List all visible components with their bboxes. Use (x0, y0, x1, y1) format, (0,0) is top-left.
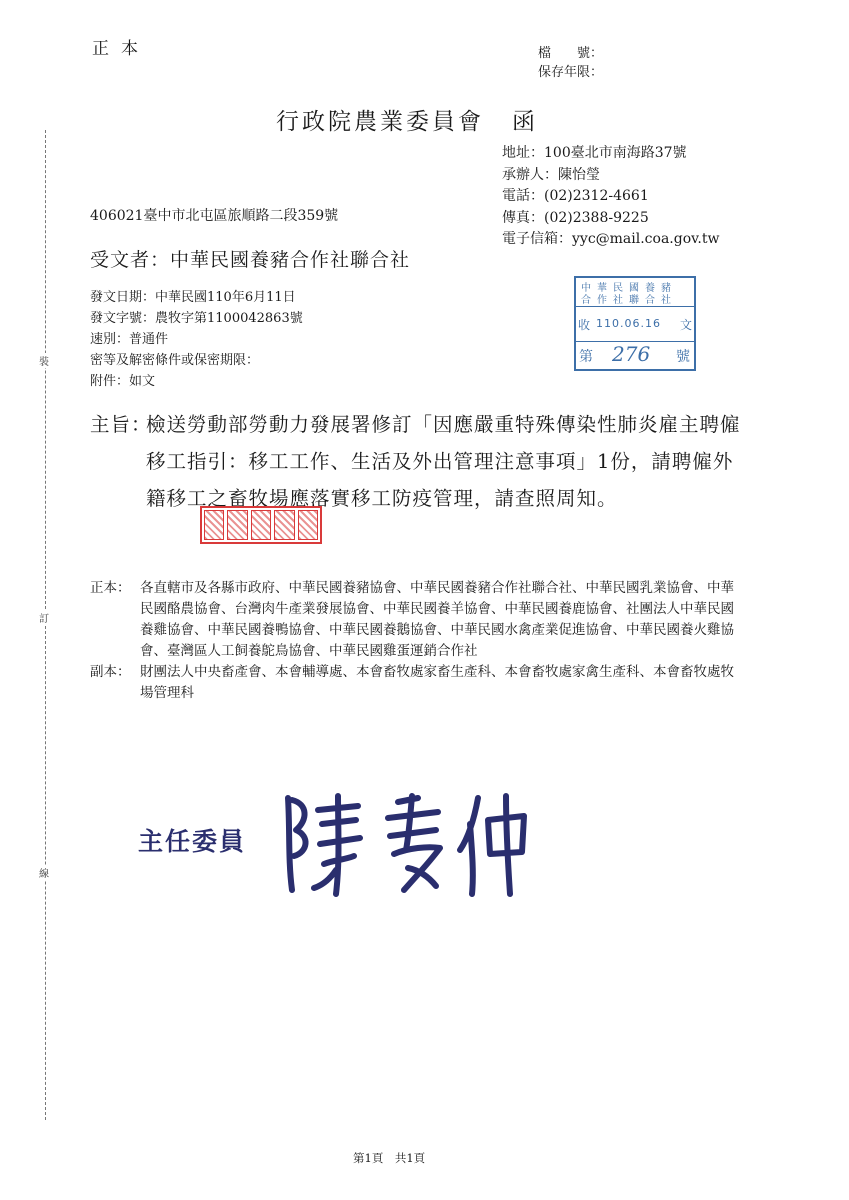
sender-email: 電子信箱：yyc@mail.coa.gov.tw (502, 231, 720, 247)
stamp-received-label: 收 (578, 318, 591, 332)
recipient-address: 406021臺中市北屯區旅順路二段359號 (90, 208, 339, 224)
secrecy-level: 密等及解密條件或保密期限： (90, 353, 260, 368)
page-number: 第1頁 共1頁 (353, 1151, 426, 1165)
cc-list: 財團法人中央畜產會、本會輔導處、本會畜牧處家畜生產科、本會畜牧處家禽生產科、本會畜牧處牧場管理科 (140, 664, 734, 701)
delivery-speed: 速別：普通件 (90, 332, 169, 347)
sender-fax: 傳真：(02)2388-9225 (502, 209, 649, 226)
official-seal (200, 506, 322, 544)
sender-contact: 承辦人：陳怡瑩 (502, 166, 600, 183)
seal-glyph (227, 510, 247, 540)
distribution-list (90, 578, 740, 704)
sender-address: 地址：100臺北市南海路37號 (502, 145, 687, 161)
primary-recipients (90, 578, 740, 662)
cc-label: 副本： (90, 664, 131, 680)
file-meta (538, 44, 603, 82)
stamp-org-line-1: 中華民國養豬 (581, 283, 677, 294)
subject-label: 主旨： (90, 413, 152, 436)
recipient: 受文者：中華民國養豬合作社聯合社 (90, 249, 411, 271)
sender-info (502, 143, 719, 251)
agency-name: 行政院農業委員會 (276, 109, 484, 135)
handwritten-signature (278, 790, 548, 900)
attachment: 附件：如文 (90, 374, 156, 389)
stamp-divider (576, 306, 694, 307)
document-title (276, 103, 538, 136)
file-number-label: 檔 號： (538, 46, 604, 61)
stamp-date: 110.06.16 (596, 317, 661, 330)
subject-text: 檢送勞動部勞動力發展署修訂「因應嚴重特殊傳染性肺炎雇主聘僱移工指引：移工工作、生活及外出管理注意事項」1份，請聘僱外籍移工之畜牧場應落實移工防疫管理，請查照周知。 (146, 413, 741, 510)
stamp-number-suffix: 號 (676, 349, 690, 365)
reference-number: 發文字號：農牧字第1100042863號 (90, 311, 303, 326)
primary-list: 各直轄市及各縣市政府、中華民國養豬協會、中華民國養豬合作社聯合社、中華民國乳業協會、中華民國酪農協會、台灣肉牛產業發展協會、中華民國養羊協會、中華民國養鹿協會、社團法人中華民國養雞協會、中華民國養鴨協會、中華民國養鵝協會、中華民國水禽產業促進協會、中華民國養火雞協會、臺灣區人工飼養鴕鳥協會、中華民國雞蛋運銷合作社 (140, 580, 734, 659)
binding-line (45, 130, 47, 1120)
seal-glyph (204, 510, 224, 540)
issue-date: 發文日期：中華民國110年6月11日 (90, 290, 296, 305)
copy-label: 正本 (92, 39, 150, 59)
receipt-stamp (574, 276, 696, 371)
retention-label: 保存年限： (538, 65, 604, 80)
sender-phone: 電話：(02)2312-4661 (502, 188, 649, 204)
stamp-number-prefix: 第 (579, 349, 593, 365)
document-kind: 函 (512, 109, 538, 135)
binding-mark: 訂 (39, 610, 49, 625)
signatory-title: 主任委員 (138, 827, 247, 856)
cc-recipients (90, 662, 740, 704)
seal-glyph (251, 510, 271, 540)
stamp-document-label: 文 (679, 318, 692, 332)
binding-mark: 線 (39, 865, 49, 880)
seal-glyph (298, 510, 318, 540)
seal-glyph (274, 510, 294, 540)
signature-block (138, 790, 558, 900)
primary-label: 正本： (90, 580, 131, 596)
stamp-org-line-2: 合作社聯合社 (581, 295, 677, 306)
stamp-number: 276 (612, 342, 651, 366)
binding-mark: 裝 (39, 353, 49, 368)
document-meta (90, 287, 303, 392)
